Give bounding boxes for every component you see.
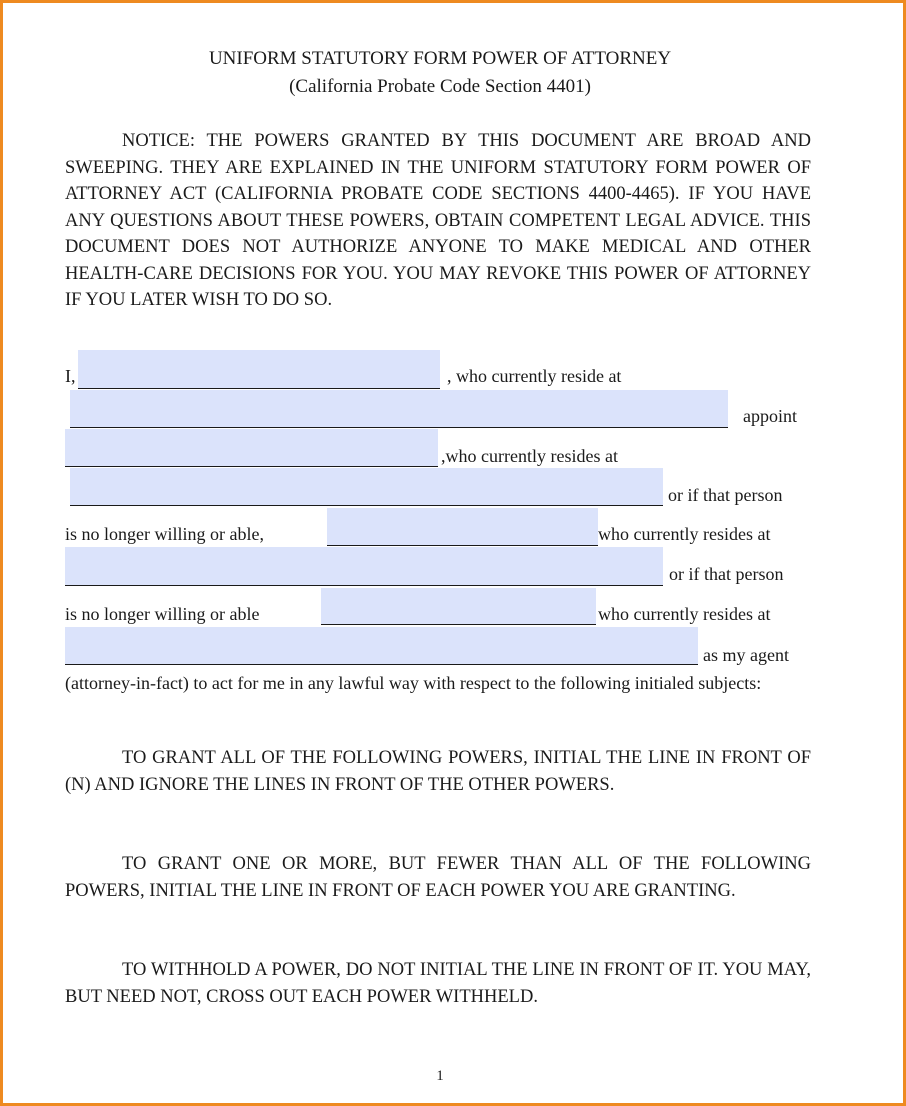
label-resides-1: ,who currently resides at [441,446,618,466]
successor2-name-field[interactable] [321,588,596,625]
document-subtitle: (California Probate Code Section 4401) [289,76,591,97]
successor2-address-field[interactable] [65,627,698,665]
label-or-if-1: or if that person [668,485,783,505]
label-or-if-2: or if that person [669,564,784,584]
label-appoint: appoint [743,406,797,426]
label-i: I, [65,366,76,386]
instruction-grant-all: TO GRANT ALL OF THE FOLLOWING POWERS, INITIAL THE LINE IN FRONT OF (N) AND IGNORE THE LINES IN FRONT OF THE OTHER POWERS. [65,748,811,795]
label-reside-1: , who currently reside at [447,366,622,386]
agent-name-field[interactable] [65,429,438,467]
instruction-grant-some: TO GRANT ONE OR MORE, BUT FEWER THAN ALL OF THE FOLLOWING POWERS, INITIAL THE LINE IN FRONT OF EACH POWER YOU ARE GRANTING. [65,854,811,901]
notice-paragraph: NOTICE: THE POWERS GRANTED BY THIS DOCUMENT ARE BROAD AND SWEEPING. THEY ARE EXPLAINED IN THE UNIFORM STATUTORY FORM POWER OF ATTORNEY ACT (CALIFORNIA PROBATE CODE SECTIONS 4400-4465). IF YOU HAVE ANY QUESTIONS ABOUT THESE POWERS, OBTAIN COMPETENT LEGAL ADVICE. THIS DOCUMENT DOES NOT AUTHORIZE ANYONE TO MAKE MEDICAL AND OTHER HEALTH-CARE DECISIONS FOR YOU. YOU MAY REVOKE THIS POWER OF ATTORNEY IF YOU LATER WISH TO DO SO. [65,131,811,310]
successor1-address-field[interactable] [65,547,663,586]
label-agent: as my agent [703,645,789,665]
page-number: 1 [436,1068,444,1084]
agent-address-field[interactable] [70,468,663,506]
label-resides-2: who currently resides at [598,524,771,544]
label-no-longer-1: is no longer willing or able, [65,524,264,544]
principal-address-field[interactable] [70,390,728,428]
successor1-name-field[interactable] [327,508,598,546]
attorney-in-fact-text: (attorney-in-fact) to act for me in any lawful way with respect to the following initialed subjects: [65,673,762,693]
document-title: UNIFORM STATUTORY FORM POWER OF ATTORNEY [208,48,672,69]
label-resides-3: who currently resides at [598,604,771,624]
instruction-withhold: TO WITHHOLD A POWER, DO NOT INITIAL THE LINE IN FRONT OF IT. YOU MAY, BUT NEED NOT, CROSS OUT EACH POWER WITHHELD. [65,960,811,1007]
label-no-longer-2: is no longer willing or able [65,604,260,624]
principal-name-field[interactable] [78,350,440,389]
